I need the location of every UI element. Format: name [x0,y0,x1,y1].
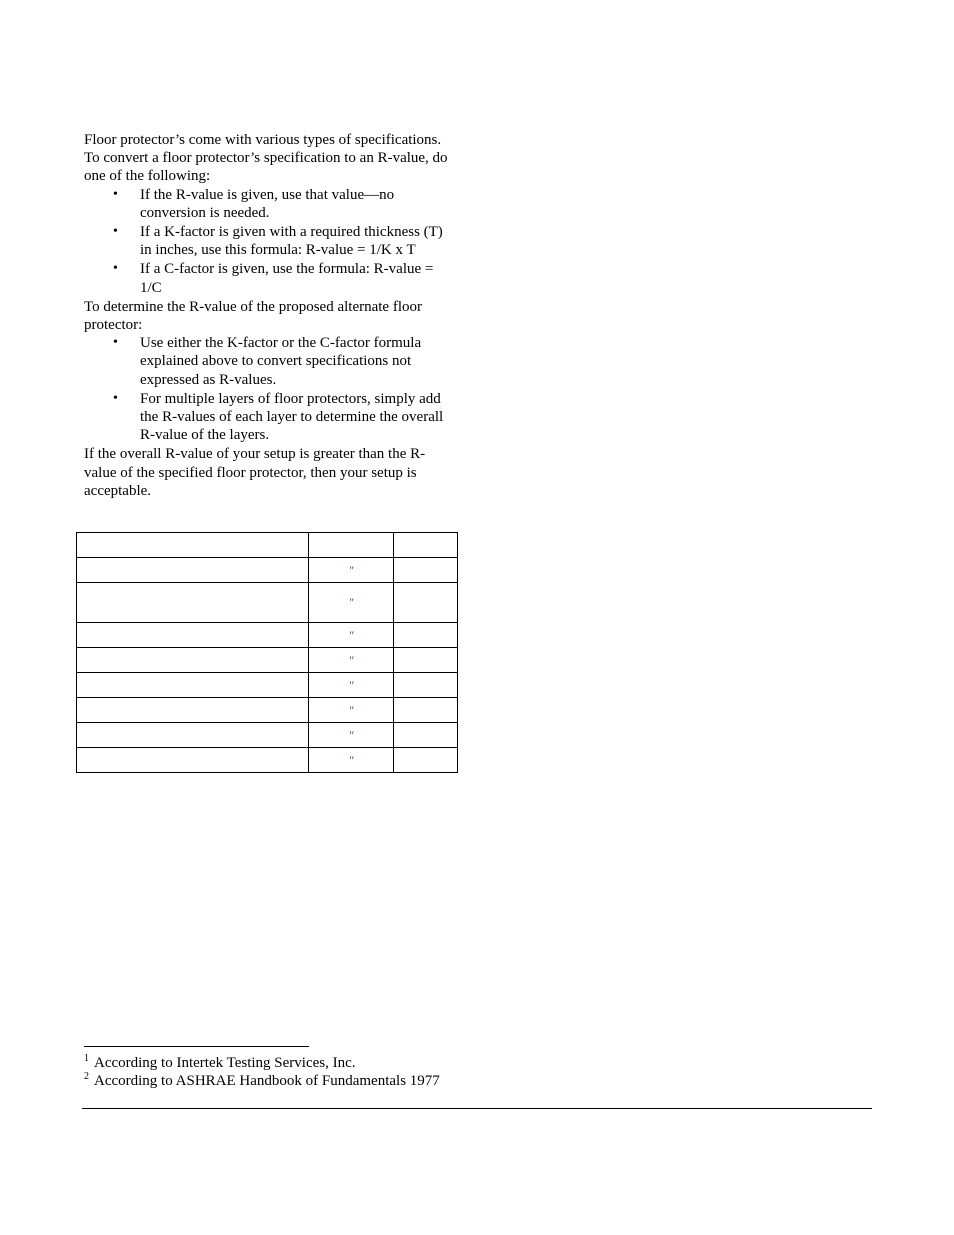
footnote-text: According to Intertek Testing Services, Inc. [94,1055,356,1071]
table-cell-thickness [309,533,394,558]
table-row [77,698,458,723]
bullet-icon: • [113,261,118,277]
table-cell-r-value [394,648,458,673]
table-row [77,583,458,623]
table-cell-r-value [394,698,458,723]
table-cell-thickness: ″ [309,698,394,723]
list-item-text: If a K-factor is given with a required thickness (T) in inches, use this formula: R-value = 1/K x T [140,224,443,259]
table-cell-material [77,698,309,723]
page-bottom-rule [82,1108,872,1109]
bullet-icon: • [113,390,118,406]
list-item-text: Use either the K-factor or the C-factor formula explained above to convert specifications not expressed as R-values. [140,335,422,388]
table-cell-r-value [394,723,458,748]
main-text-column [84,131,456,500]
determine-list [84,334,456,444]
bullet-icon: • [113,186,118,202]
table-cell-r-value [394,673,458,698]
conclusion-paragraph: If the overall R-value of your setup is greater than the R-value of the specified floor protector, then your setup is acceptable. [84,446,426,499]
table-cell-thickness: ″ [309,673,394,698]
table-cell-thickness: ″ [309,623,394,648]
table-row [77,533,458,558]
table-row [77,623,458,648]
table-cell-r-value [394,558,458,583]
table-cell-thickness: ″ [309,723,394,748]
list-item [84,186,456,222]
table-cell-r-value [394,583,458,623]
table-cell-r-value [394,748,458,773]
list-item [84,260,456,296]
table-cell-thickness: ″ [309,558,394,583]
list-item [84,223,456,259]
r-value-table [76,532,458,773]
table-row [77,648,458,673]
table-row [77,723,458,748]
footnote-separator [84,1046,309,1047]
table-cell-r-value [394,533,458,558]
table-cell-thickness: ″ [309,648,394,673]
table-cell-material [77,558,309,583]
list-item-text: For multiple layers of floor protectors, simply add the R-values of each layer to determine the overall R-value of the layers. [140,390,444,444]
table-cell-thickness: ″ [309,748,394,773]
table-cell-material [77,623,309,648]
table-cell-material [77,648,309,673]
intro-paragraph: Floor protector’s come with various types of specifications. To convert a floor protector’s specification to an R-value, do one of the following: [84,132,448,185]
footnote-marker: 1 [84,1053,89,1064]
table-row [77,748,458,773]
footnotes [84,1054,456,1090]
determine-paragraph: To determine the R-value of the proposed alternate floor protector: [84,298,422,334]
table-cell-r-value [394,623,458,648]
table-cell-thickness: ″ [309,583,394,623]
list-item-text: If a C-factor is given, use the formula: R-value = 1/C [140,261,434,296]
table-row [77,558,458,583]
table-cell-material [77,533,309,558]
bullet-icon: • [113,224,118,240]
table-row [77,673,458,698]
bullet-icon: • [113,335,118,351]
list-item [84,390,456,445]
table-cell-material [77,583,309,623]
footnote [84,1054,456,1072]
conversion-list [84,186,456,297]
footnote [84,1072,456,1090]
table-cell-material [77,723,309,748]
list-item-text: If the R-value is given, use that value—no conversion is needed. [140,186,395,221]
table-cell-material [77,748,309,773]
list-item [84,334,456,389]
footnote-text: According to ASHRAE Handbook of Fundamentals 1977 [94,1073,440,1089]
table-cell-material [77,673,309,698]
footnote-marker: 2 [84,1071,89,1082]
